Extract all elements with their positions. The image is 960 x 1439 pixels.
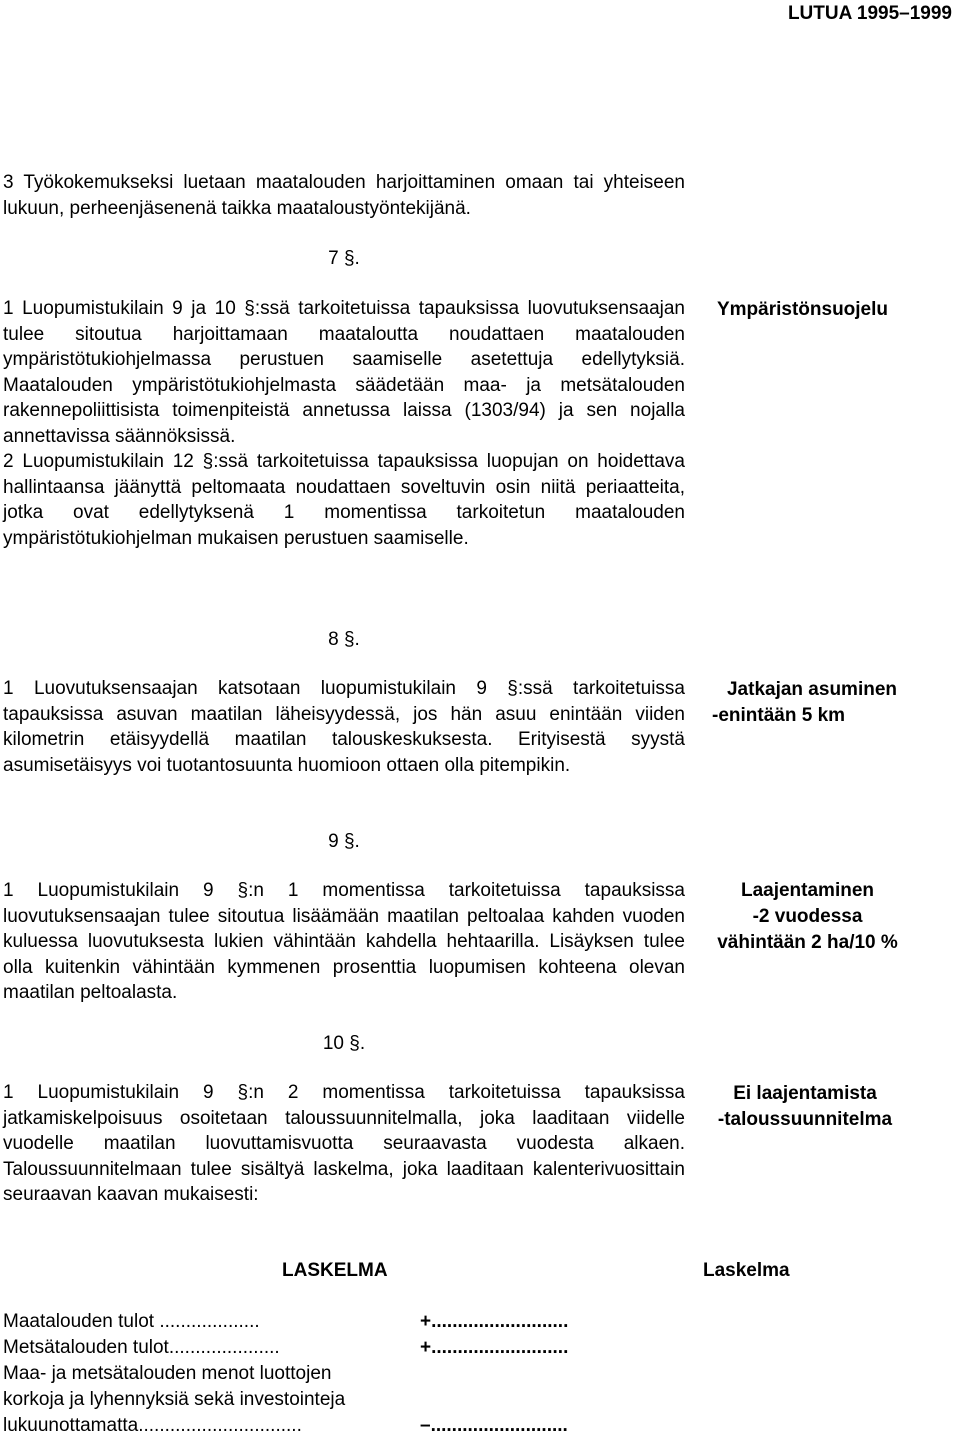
section-7-paragraph-1 xyxy=(3,296,685,449)
side-label-line: -2 vuodessa xyxy=(752,906,863,927)
section-9-body xyxy=(3,878,685,1006)
paragraph-number: 1 xyxy=(3,298,14,319)
section-7-body xyxy=(3,296,685,551)
section-8-heading: 8 §. xyxy=(328,629,360,650)
paragraph-number: 3 xyxy=(3,172,14,193)
section-10-paragraph-1 xyxy=(3,1080,685,1208)
calculation-row-label: Maa- ja metsätalouden menot luottojen xyxy=(3,1363,332,1384)
paragraph-text: Luopumistukilain 9 ja 10 §:ssä tarkoitetuissa tapauksissa luovutuksensaajan tulee sitoutua harjoittamaan maataloutta noudattaen maatalouden ympäristötukiohjelmassa perustuen saamiselle asetettuja edellytyksiä. Maatalouden ympäristötukiohjelmasta säädetään maa- ja metsätalouden rakennepoliittisista toimenpiteistä annetussa laissa (1303/94) ja sen nojalla annettavissa säännöksissä. xyxy=(3,298,685,447)
section-9-side-label xyxy=(700,878,915,956)
side-label-line: -enintään 5 km xyxy=(712,705,846,726)
paragraph-text: Luovutuksensaajan katsotaan luopumistukilain 9 §:ssä tarkoitetuissa tapauksissa asuvan maatilan läheisyydessä, jos hän asuu enintään viiden kilometrin etäisyydellä maatilan talouskeskuksesta. Erityisestä syystä asumisetäisyys voi tuotantosuunta huomioon ottaen olla pitempikin. xyxy=(3,678,685,776)
calculation-row-label: Maatalouden tulot ................... xyxy=(3,1311,260,1332)
section-9-paragraph-1 xyxy=(3,878,685,1006)
calculation-row-label: lukuunottamatta............................... xyxy=(3,1415,302,1436)
paragraph-number: 1 xyxy=(3,880,14,901)
calculation-row-value: +.......................... xyxy=(420,1311,569,1332)
paragraph-text: Luopumistukilain 12 §:ssä tarkoitetuissa tapauksissa luopujan on hoidettava hallintaansa jäänyttä peltomaata noudattaen soveltuvin osin niitä periaatteita, jotka ovat edellytyksenä 1 momentissa tarkoitetun maatalouden ympäristötukiohjelman mukaisen perustuen saamiselle. xyxy=(3,451,685,549)
section-9-heading: 9 §. xyxy=(328,831,360,852)
paragraph-number: 1 xyxy=(3,1082,14,1103)
side-label-line: -taloussuunnitelma xyxy=(717,1109,893,1130)
section-7-heading: 7 §. xyxy=(328,248,360,269)
side-label-line: Laajentaminen xyxy=(740,880,875,901)
section-8-paragraph-1 xyxy=(3,676,685,778)
side-label-line: vähintään 2 ha/10 % xyxy=(717,932,898,953)
section-8-body xyxy=(3,676,685,778)
calculation-row-value: +.......................... xyxy=(420,1337,569,1358)
paragraph-number: 2 xyxy=(3,451,14,472)
side-label-line: Jatkajan asuminen xyxy=(726,679,898,700)
section-10-side-label xyxy=(700,1081,910,1133)
paragraph-number: 1 xyxy=(3,678,14,699)
calculation-row-value: –.......................... xyxy=(420,1415,568,1436)
section-8-side-label xyxy=(712,677,912,729)
section-7-paragraph-2 xyxy=(3,449,685,551)
calculation-row-label: Metsätalouden tulot..................... xyxy=(3,1337,280,1358)
calculation-heading: LASKELMA xyxy=(282,1260,388,1281)
paragraph-text: Luopumistukilain 9 §:n 1 momentissa tarkoitetuissa tapauksissa luovutuksensaajan tulee sitoutua lisäämään maatilan peltoalaa kahden vuoden kuluessa luovutuksesta lukien vähintään kahdella hehtaarilla. Lisäyksen tulee olla kuitenkin vähintään kymmenen prosenttia luopumisen kohteena olevan maatilan peltoalasta. xyxy=(3,880,685,1003)
intro-paragraph xyxy=(3,170,685,221)
paragraph-text: Työkokemukseksi luetaan maatalouden harjoittaminen omaan tai yhteiseen lukuun, perheenjäsenenä taikka maataloustyöntekijänä. xyxy=(3,172,685,219)
section-10-body xyxy=(3,1080,685,1208)
section-10-heading: 10 §. xyxy=(322,1033,366,1054)
paragraph-text: Luopumistukilain 9 §:n 2 momentissa tarkoitetuissa tapauksissa jatkamiskelpoisuus osoitetaan taloussuunnitelmalla, joka laaditaan viidelle vuodelle maatilan luovuttamisvuotta seuraavasta vuodesta alkaen. Taloussuunnitelmaan tulee sisältyä laskelma, joka laaditaan kalenterivuosittain seuraavan kaavan mukaisesti: xyxy=(3,1082,685,1205)
side-label-line: Ympäristönsuojelu xyxy=(716,299,889,320)
calculation-side-heading: Laskelma xyxy=(703,1260,790,1281)
side-label-line: Ei laajentamista xyxy=(733,1083,877,1104)
calculation-row-label: korkoja ja lyhennyksiä sekä investointeja xyxy=(3,1389,346,1410)
document-header: LUTUA 1995–1999 xyxy=(787,3,952,24)
section-7-side-label xyxy=(700,297,905,323)
